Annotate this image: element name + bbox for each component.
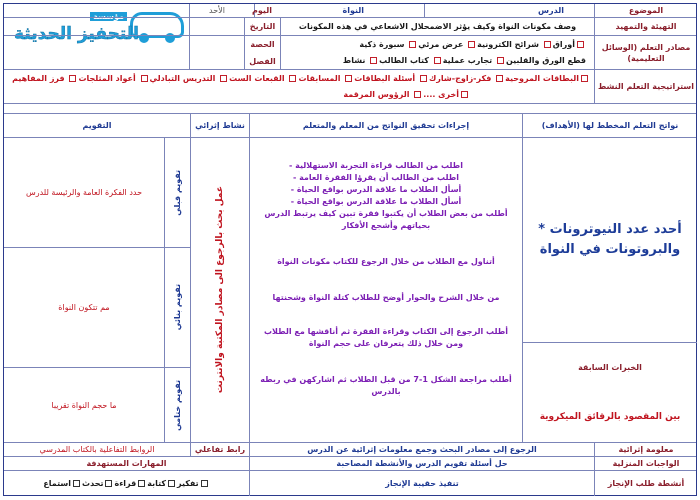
period-class-labels xyxy=(244,36,280,69)
strategy-option: أعواد المثلجات xyxy=(78,73,136,83)
procedures-column xyxy=(249,138,522,442)
enrichment-column xyxy=(190,138,249,442)
procedure-item: - أسأل الطلاب ما علاقة الدرس بواقع الحياة xyxy=(290,197,462,206)
checkbox[interactable] xyxy=(201,480,208,487)
resource-option: عرض مرئي xyxy=(418,39,464,49)
procedure-item: أطلب من بعض الطلاب أن يكتبوا فقرة تبين كيف يرتبط الدرس بحياتهم وأشجع الأفكار xyxy=(264,209,508,230)
assessment-type: تقويم ختامي xyxy=(164,368,190,442)
outcomes-text: * أحدد عدد النيوترونات والبروتونات في النواة xyxy=(538,222,682,258)
footer-row-homework xyxy=(4,457,696,471)
lesson-value: النواة xyxy=(254,4,424,17)
checkbox[interactable] xyxy=(345,75,352,82)
procedure-item: أطلب الرجوع إلى الكتاب وقراءة الفقرة ثم أناقشها مع الطلاب ومن خلال ذلك يتعرفان على حجم النواة xyxy=(263,327,509,348)
day-value: الأحد xyxy=(189,4,244,17)
logo-name: التحفيز الحديثة xyxy=(14,24,139,44)
skill-option: استماع xyxy=(43,479,72,488)
strategy-options xyxy=(4,70,594,103)
checkbox[interactable] xyxy=(141,75,148,82)
assessment-text: مم تتكون النواة xyxy=(58,303,110,312)
procedure-item: أطلب مراجعة الشكل 1-7 من قبل الطلاب ثم اشاركهن في ربطه بالدرس xyxy=(260,375,512,396)
period-class-values[interactable] xyxy=(189,36,244,69)
procedure-item: - اطلب من الطالب قراءة التجربة الاستهلالية xyxy=(289,161,463,170)
checkbox[interactable] xyxy=(496,75,503,82)
checkbox[interactable] xyxy=(69,75,76,82)
strategy-label: استراتيجية التعلم النشط xyxy=(594,70,697,103)
checkbox[interactable] xyxy=(105,480,112,487)
checkbox[interactable] xyxy=(414,91,421,98)
header-row-intro xyxy=(4,18,696,36)
col-outcomes: نواتج التعلم المخطط لها (الأهداف) xyxy=(522,114,697,137)
logo-small-text: مؤسسة xyxy=(90,12,127,21)
procedure-item: من خلال الشرح والحوار أوضح للطلاب كتلة النواة وشحنتها xyxy=(272,293,500,302)
lesson-plan-form xyxy=(3,3,697,496)
resources-options xyxy=(280,36,594,69)
skill-option: كتابة xyxy=(147,479,167,488)
prior-section xyxy=(523,342,697,442)
intro-value: وصف مكونات النواة وكيف يؤثر الاضمحلال الاشعاعي في هذه المكونات xyxy=(280,18,594,35)
strategy-row-2 xyxy=(343,90,590,99)
strategy-option: القبعات الست xyxy=(229,73,285,83)
resources-row-1 xyxy=(359,40,586,49)
skill-option: تفكير xyxy=(177,479,199,488)
assessment-text: ما حجم النواة تقريبا xyxy=(51,400,117,410)
link-label: رابط تفاعلي xyxy=(190,443,249,456)
solo-value: تنفيذ حقيبة الإنجاز xyxy=(249,471,594,496)
resource-option: شرائح الكترونية xyxy=(477,39,539,49)
skill-option: قراءة xyxy=(114,479,137,488)
skills-options xyxy=(4,471,249,496)
lesson-label: الدرس xyxy=(424,4,594,17)
strategy-option: البطاقات المروحية xyxy=(505,73,579,83)
spacer-row xyxy=(4,104,696,114)
assessment-formative xyxy=(4,248,190,368)
checkbox[interactable] xyxy=(581,75,588,82)
prior-text: بين المقصود بالرقائق الميكروية xyxy=(539,412,681,423)
subject-label: الموضوع xyxy=(594,4,697,17)
homework-label: الواجبات المنزلية xyxy=(594,457,697,470)
strategy-option: الرؤوس المرقمة xyxy=(343,90,410,100)
skills-label: المهارات المستهدفة xyxy=(86,459,167,468)
assessment-summative xyxy=(4,368,190,442)
resource-option: تجارب عملية xyxy=(442,56,493,66)
resources-label: مصادر التعلم (الوسائل التعليمية) xyxy=(594,36,697,69)
resource-option: كتاب الطالب xyxy=(379,56,429,66)
checkbox[interactable] xyxy=(409,41,416,48)
checkbox[interactable] xyxy=(168,480,175,487)
procedure-item: - أسأل الطلاب ما علاقة الدرس بواقع الحياة xyxy=(290,185,462,194)
solo-label: أنشطة طلب الإنجاز xyxy=(594,471,697,496)
resource-option: سبورة ذكية xyxy=(359,39,405,49)
info-value: الرجوع إلى مصادر البحث وجمع معلومات إثرائية عن الدرس xyxy=(249,443,594,456)
strategy-option: أسئلة البطاقات xyxy=(354,73,416,83)
checkbox[interactable] xyxy=(468,41,475,48)
footer-row-solo xyxy=(4,471,696,496)
header-row-subject xyxy=(4,4,696,18)
footer-row-info xyxy=(4,443,696,457)
assessment-column xyxy=(4,138,190,442)
prior-label: الخبرات السابقة xyxy=(578,363,642,373)
strategy-option: أخرى .... xyxy=(423,90,459,100)
header-row-strategy xyxy=(4,70,696,104)
resource-option: أوراق xyxy=(552,39,575,49)
checkbox[interactable] xyxy=(434,57,441,64)
resource-option: قطع الورق والقلبين xyxy=(505,56,586,66)
homework-value: حل أسئلة تقويم الدرس والأنشطة المصاحبة xyxy=(249,457,594,470)
procedure-item: - اطلب من الطالب أن يقرؤا الفقرة العامة xyxy=(292,173,460,182)
checkbox[interactable] xyxy=(497,57,504,64)
day-label: اليوم xyxy=(252,6,272,15)
header-row-resources xyxy=(4,36,696,70)
strategy-option: التدريس التبادلي xyxy=(149,73,216,83)
col-assessment: التقويم xyxy=(82,121,112,130)
resources-row-2 xyxy=(343,56,586,65)
checkbox[interactable] xyxy=(370,57,377,64)
class-label: الفصل xyxy=(249,56,276,66)
enrichment-text: عمل بحث بالرجوع الى مصادر المكتبة والانترنت xyxy=(215,186,225,394)
procedure-item: أتناول مع الطلاب من خلال الرجوع للكتاب مكونات النواة xyxy=(277,257,495,266)
outcomes-column xyxy=(522,138,697,442)
intro-label: التهيئة والتمهيد xyxy=(594,18,697,35)
assessment-text: حدد الفكرة العامة والرئيسة للدرس xyxy=(25,187,143,197)
col-enrichment: نشاط إثرائي xyxy=(190,114,249,137)
resource-option: نشاط xyxy=(342,56,366,66)
checkbox[interactable] xyxy=(577,41,584,48)
assessment-type: تقويم بنائي xyxy=(164,248,190,367)
column-header-row xyxy=(4,114,696,138)
assessment-pre xyxy=(4,138,190,248)
col-procedures: إجراءات تحقيق النواتج من المعلم والمتعلم xyxy=(249,114,522,137)
period-label: الحصة xyxy=(250,39,275,49)
checkbox[interactable] xyxy=(461,91,468,98)
date-value[interactable] xyxy=(189,18,244,35)
assessment-type: تقويم قبلي xyxy=(164,138,190,247)
strategy-option: فكر-زاوج-شارك xyxy=(428,73,492,83)
strategy-row-1 xyxy=(12,74,590,83)
checkbox[interactable] xyxy=(289,75,296,82)
checkbox[interactable] xyxy=(73,480,80,487)
checkbox[interactable] xyxy=(220,75,227,82)
strategy-option: المسابقات xyxy=(298,73,341,83)
main-body-row xyxy=(4,138,696,443)
checkbox[interactable] xyxy=(420,75,427,82)
strategy-option: فرز المفاهيم xyxy=(12,73,65,83)
date-label: التاريخ xyxy=(244,18,280,35)
checkbox[interactable] xyxy=(544,41,551,48)
skill-option: تحدث xyxy=(82,479,104,488)
checkbox[interactable] xyxy=(138,480,145,487)
info-label: معلومة إثرائية xyxy=(594,443,697,456)
link-value: الروابط التفاعلية بالكتاب المدرسي xyxy=(39,445,155,454)
